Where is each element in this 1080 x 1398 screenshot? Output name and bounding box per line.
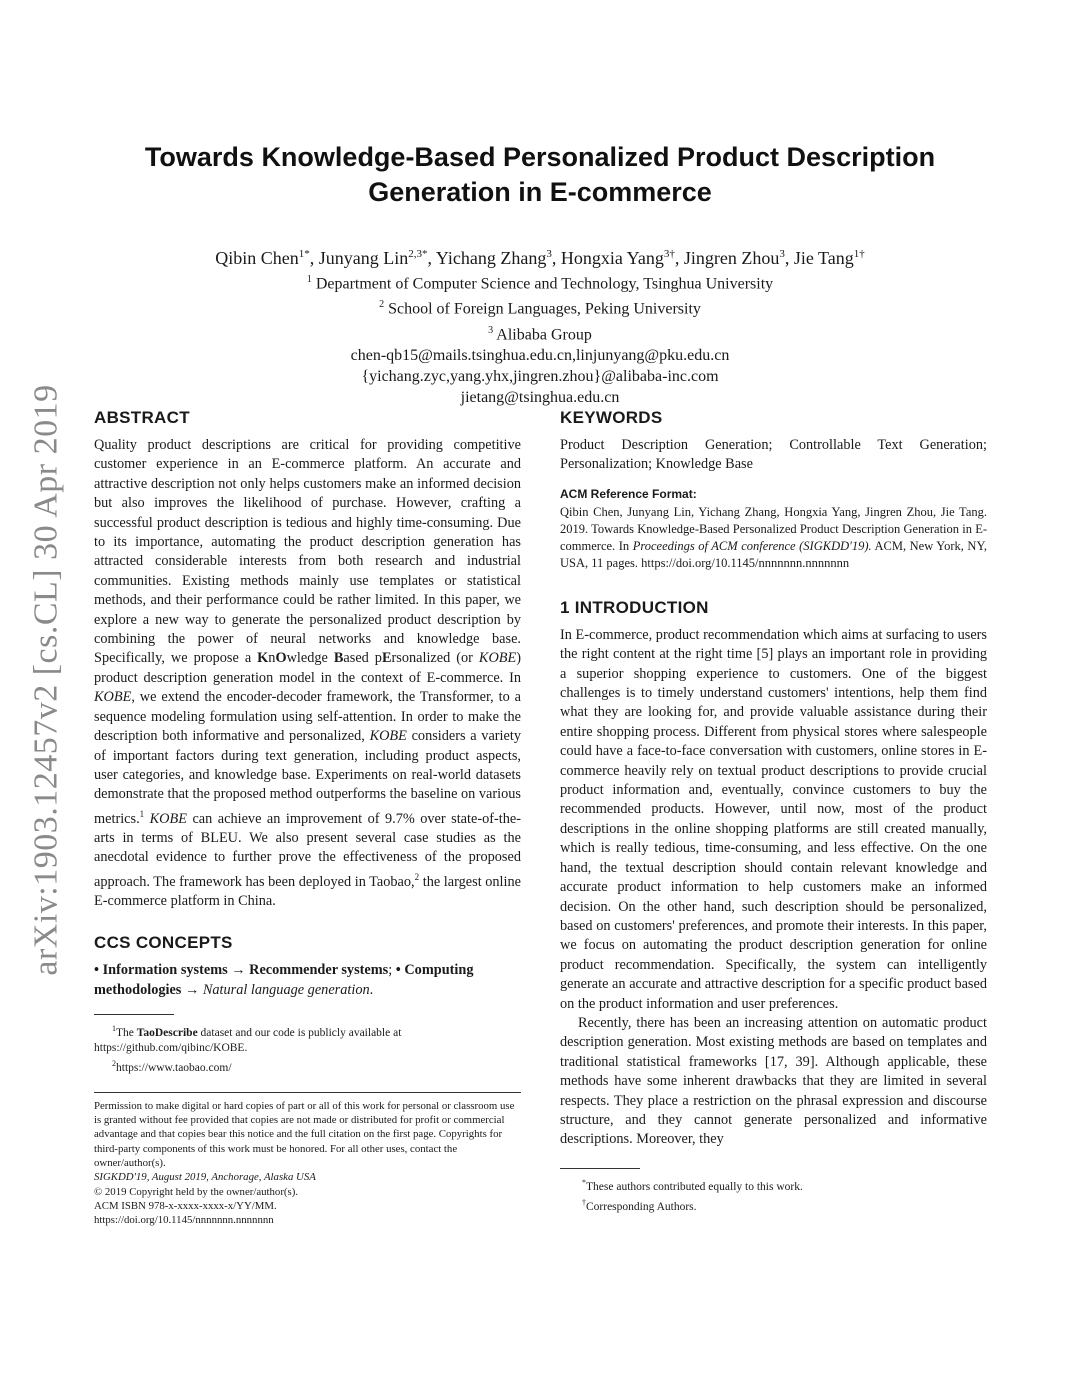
author-separator: , xyxy=(674,248,684,268)
footnote-mark: † xyxy=(582,1197,586,1207)
left-column xyxy=(94,408,521,1227)
affiliation-text: Department of Computer Science and Technology, Tsinghua University xyxy=(315,275,774,293)
ccs-term: • Computing methodologies xyxy=(94,962,474,998)
author-separator: , xyxy=(309,248,319,268)
abstract-part: considers a variety of important factors during text generation, including product aspects, user categories, and knowledge base. Experiments on real-world datasets demonstrate that the proposed method outperforms the baseline on various metrics. xyxy=(94,728,521,827)
acm-reference-text xyxy=(560,504,987,572)
affiliation-text: Alibaba Group xyxy=(496,325,592,343)
kobe-name: KOBE xyxy=(94,689,132,706)
author-name: Junyang Lin xyxy=(318,248,409,268)
arxiv-identifier-stamp xyxy=(14,375,80,985)
kobe-letter: B xyxy=(333,650,344,667)
footnote-text: These authors contributed equally to this work. xyxy=(586,1180,803,1193)
ccs-concepts xyxy=(94,961,521,1000)
footnote-text: The xyxy=(116,1026,137,1039)
author-mark: 1† xyxy=(853,248,865,260)
kobe-letter: E xyxy=(381,650,392,667)
footnote-bold: TaoDescribe xyxy=(136,1026,198,1039)
permission-notice: Permission to make digital or hard copies of part or all of this work for personal or classroom use is granted without fee provided that copies are not made or distributed for profit or commercial advantage and that copies bear this notice and the full citation on the first page. Copyrights for third-party components of this work must be honored. For all other uses, contact the owner/author(s). xyxy=(94,1099,515,1169)
title-line-2: Generation in E-commerce xyxy=(368,177,712,207)
footnote-link[interactable]: https://www.taobao.com/ xyxy=(116,1061,232,1074)
copyright-line: © 2019 Copyright held by the owner/author(s). xyxy=(94,1185,299,1198)
intro-paragraph-2: Recently, there has been an increasing attention on automatic product description generation. Most existing methods are based on templates and traditional statistical frameworks [17, 39]. Although applicable, these methods have some inherent drawbacks that they are limited in several respects. They place a restriction on the phrasal expression and discourse structure, and they cannot generate personalized and informative descriptions. Moreover, they xyxy=(560,1014,987,1148)
kobe-part: n xyxy=(268,650,276,667)
footnote-1 xyxy=(94,1021,521,1056)
author-name: Qibin Chen xyxy=(215,248,299,268)
abstract-part: the largest online E-commerce platform in China. xyxy=(94,873,521,909)
affiliation xyxy=(90,269,990,294)
author-mark: 1* xyxy=(298,248,310,260)
doi-link[interactable]: https://doi.org/10.1145/nnnnnnn.nnnnnnn xyxy=(94,1214,274,1227)
kobe-name: KOBE xyxy=(149,810,187,827)
keywords-text: Product Description Generation; Controllable Text Generation; Personalization; Knowledge Base xyxy=(560,437,987,473)
affiliation xyxy=(90,294,990,319)
email-line: jietang@tsinghua.edu.cn xyxy=(460,388,620,406)
affiliation-mark: 3 xyxy=(488,324,494,336)
author-mark: 3 xyxy=(546,248,552,260)
acm-reference-heading: ACM Reference Format: xyxy=(560,486,697,501)
right-column xyxy=(560,408,987,1214)
affiliation-mark: 1 xyxy=(306,274,312,285)
venue-line xyxy=(94,1170,521,1184)
author-mark: 3 xyxy=(779,248,785,260)
email-line: chen-qb15@mails.tsinghua.edu.cn,linjunyang@pku.edu.cn xyxy=(350,346,730,364)
footnote-ref: 1 xyxy=(139,808,145,819)
footnote-divider xyxy=(560,1168,640,1169)
ccs-term: • Information systems xyxy=(94,962,228,979)
email-line: {yichang.zyc,yang.yhx,jingren.zhou}@alibaba-inc.com xyxy=(361,367,719,385)
kobe-name: KOBE xyxy=(478,650,517,667)
author-name: Yichang Zhang xyxy=(435,248,547,268)
footnote-corresponding xyxy=(560,1195,987,1215)
footnote-equal-contribution xyxy=(560,1175,987,1195)
keywords-heading: KEYWORDS xyxy=(560,408,663,427)
footnote-mark: 1 xyxy=(112,1024,116,1034)
abstract-text xyxy=(94,436,521,911)
ccs-arrow: → xyxy=(181,981,203,998)
venue-text: SIGKDD'19, August 2019, Anchorage, Alaska USA xyxy=(94,1171,316,1184)
author-separator: , xyxy=(551,248,561,268)
ccs-end: . xyxy=(369,981,374,998)
affiliation-mark: 2 xyxy=(379,299,385,311)
author-name: Jingren Zhou xyxy=(683,248,780,268)
abstract-heading: ABSTRACT xyxy=(94,408,190,427)
ccs-heading: CCS CONCEPTS xyxy=(94,933,233,953)
introduction-heading: 1 INTRODUCTION xyxy=(560,597,709,617)
author-mark: 3† xyxy=(663,248,675,260)
kobe-name: KOBE xyxy=(369,728,407,745)
author-list xyxy=(90,244,990,269)
author-block xyxy=(90,244,990,408)
affiliation-text: School of Foreign Languages, Peking University xyxy=(388,300,701,318)
author-separator: , xyxy=(784,248,794,268)
acm-reference-part: Qibin Chen, Junyang Lin, Yichang Zhang, Hongxia Yang, Jingren Zhou, Jie Tang. 2019. Towards Knowledge-Based Personalized Product Description Generation in E-commerce. In xyxy=(560,504,987,553)
abstract-part: Quality product descriptions are critical for providing competitive customer experience in an E-commerce platform. An accurate and attractive description not only helps customers make an informed decision but also improves the likelihood of purchase. However, crafting a successful product description is tedious and highly time-consuming. Due to its importance, automating the product description generation has attracted considerable interests from both research and industrial communities. Existing methods mainly use templates or statistical methods, and their performance could be rather limited. In this paper, we explore a new way to generate the personalized product description by combining the power of neural networks and knowledge base. Specifically, we propose a xyxy=(94,437,521,667)
abstract-part: , we extend the encoder-decoder framework, the Transformer, to a sequence modeling formulation using self-attention. In order to make the description both informative and personalized, xyxy=(94,689,521,745)
kobe-part: wledge xyxy=(286,650,334,667)
arxiv-stamp-text: arXiv:1903.12457v2 [cs.CL] 30 Apr 2019 xyxy=(28,384,65,976)
author-separator: , xyxy=(427,248,436,268)
kobe-letter: O xyxy=(275,650,287,667)
abstract-part: can achieve an improvement of 9.7% over state-of-the-arts in terms of BLEU. We also present several case studies as the anecdotal evidence to further prove the effectiveness of the proposed approach. The framework has been deployed in Taobao, xyxy=(94,810,521,890)
author-name: Hongxia Yang xyxy=(560,248,664,268)
author-name: Jie Tang xyxy=(793,248,854,268)
ccs-arrow: → xyxy=(227,962,250,979)
footnote-2 xyxy=(94,1056,521,1076)
ccs-term: Recommender systems xyxy=(249,962,389,979)
kobe-part: rsonalized (or xyxy=(391,650,479,667)
author-mark: 2,3* xyxy=(408,248,428,260)
ccs-term: Natural language generation xyxy=(202,981,370,998)
intro-paragraph-1: In E-commerce, product recommendation which aims at surfacing to users the right content at the right time [5] plays an important role in providing a superior shopping experience to customers. One of the biggest challenges is to timely understand customers' intentions, help them find what they are looking for, and provide valuable assistance during their entire shopping process. Different from physical stores where salespeople could have a face-to-face conversation with customers, online stores in E-commerce heavily rely on textual product descriptions to provide crucial product information and, eventually, convince customers to buy the recommended products. However, until now, most of the product descriptions in the online shopping platforms are still created manually, which is really tedious, time-consuming, and less effective. On the one hand, the textual description should contain relevant knowledge and accurate product information to help customers make an informed decision. On the other hand, such description should be personalized, based on customers' preferences, and promote their interests. In this paper, we focus on automating the product description generation for online product recommendation. Specifically, the system can intelligently generate an accurate and attractive description for a specific product based on the product information and user preferences. xyxy=(560,626,987,1012)
affiliation xyxy=(90,320,990,345)
paper-title xyxy=(90,140,990,210)
footnote-mark: * xyxy=(582,1177,586,1187)
footnote-text: Corresponding Authors. xyxy=(586,1200,697,1213)
abstract-part: ) product description generation model in the context of E-commerce. In xyxy=(94,650,521,686)
kobe-letter: K xyxy=(257,650,269,667)
acm-reference-venue: Proceedings of ACM conference (SIGKDD'19). xyxy=(632,538,872,553)
footnote-divider xyxy=(94,1014,174,1015)
isbn-line: ACM ISBN 978-x-xxxx-xxxx-x/YY/MM. xyxy=(94,1199,277,1212)
kobe-part: ased p xyxy=(343,650,382,667)
footnote-link[interactable]: dataset and our code is publicly available at https://github.com/qibinc/KOBE. xyxy=(94,1026,402,1054)
footnote-ref: 2 xyxy=(414,871,420,882)
title-line-1: Towards Knowledge-Based Personalized Product Description xyxy=(144,142,936,172)
permission-divider xyxy=(94,1092,521,1093)
acm-reference-part: ACM, New York, NY, USA, 11 pages. https://doi.org/10.1145/nnnnnnn.nnnnnnn xyxy=(560,538,987,570)
ccs-separator: ; xyxy=(388,962,396,979)
footnote-mark: 2 xyxy=(112,1058,116,1068)
